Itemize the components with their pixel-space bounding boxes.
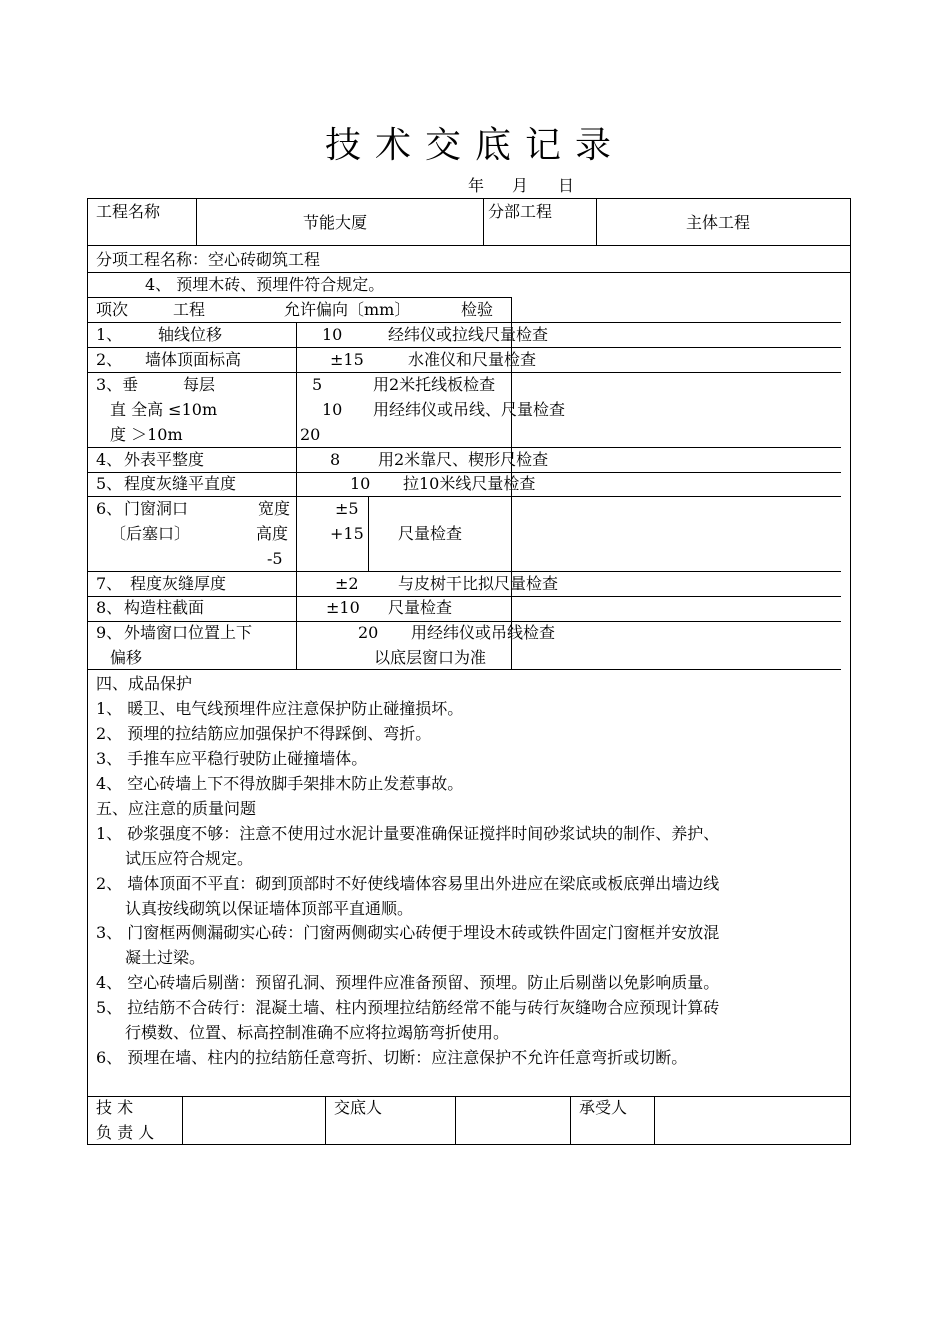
header-col-divider	[196, 198, 197, 245]
tolerance-row-line	[87, 347, 841, 348]
row-7-method: 与皮树干比拟尺量检查	[398, 574, 559, 593]
quality-item-line: 5、 拉结筋不合砖行：混凝土墙、柱内预埋拉结筋经常不能与砖行灰缝吻合应预现计算砖	[96, 998, 720, 1017]
tech-lead-label: 技 术	[96, 1098, 134, 1117]
row-6-width-label: 宽度	[258, 499, 291, 518]
division-value: 主体工程	[686, 213, 751, 232]
tolerance-bottom-line	[87, 669, 841, 670]
protection-item: 3、 手推车应平稳行驶防止碰撞墙体。	[96, 749, 368, 768]
item-4-text: 4、 预埋木砖、预埋件符合规定。	[145, 275, 385, 294]
row-3-sub-total-high: 度 ＞10m	[110, 425, 183, 444]
quality-item-line: 4、 空心砖墙后剔凿：预留孔洞、预埋件应准备预留、预埋。防止后剔凿以免影响质量。	[96, 973, 720, 992]
row-6-width-value: ±5	[335, 499, 359, 518]
page-title: 技术交底记录	[324, 125, 625, 166]
row-4-value: 8	[330, 450, 341, 469]
row-6-height-value: +15	[330, 524, 364, 543]
footer-col-divider	[455, 1096, 456, 1145]
tolerance-row-line	[87, 472, 841, 473]
row-2-no: 2、	[96, 350, 123, 369]
quality-item-line: 试压应符合规定。	[125, 849, 254, 868]
row-7-no: 7、	[96, 574, 123, 593]
row-6-height-value-2: -5	[267, 549, 283, 568]
handover-label: 交底人	[334, 1098, 383, 1117]
row-9-method: 用经纬仪或吊线检查	[411, 623, 556, 642]
row-8-method: 尺量检查	[388, 598, 453, 617]
project-name-label: 工程名称	[96, 202, 161, 221]
date-day: 日	[558, 176, 575, 195]
tolerance-row-line	[87, 372, 841, 373]
row-5-no: 5、	[96, 474, 123, 493]
subitem-name: 分项工程名称：空心砖砌筑工程	[96, 250, 321, 269]
row-3-sub-per-floor: 每层	[183, 375, 216, 394]
tolerance-row-line	[87, 496, 841, 497]
footer-col-divider	[182, 1096, 183, 1145]
row-2-method: 水准仪和尺量检查	[408, 350, 537, 369]
row-5-item: 程度灰缝平直度	[124, 474, 237, 493]
row-1-method: 经纬仪或拉线尺量检查	[388, 325, 549, 344]
col-header-item: 工程	[173, 300, 206, 319]
row-6-item: 门窗洞口	[124, 499, 189, 518]
footer-col-divider	[325, 1096, 326, 1145]
row-1-value: 10	[322, 325, 343, 344]
row-5-method: 拉10米线尺量检查	[403, 474, 536, 493]
row-6-method: 尺量检查	[398, 524, 463, 543]
quality-item-line: 1、 砂浆强度不够：注意不使用过水泥计量要准确保证搅拌时间砂浆试块的制作、养护、	[96, 824, 720, 843]
protection-item: 1、 暖卫、电气线预埋件应注意保护防止碰撞损坏。	[96, 699, 464, 718]
row-8-value: ±10	[326, 598, 360, 617]
quality-item-line: 行模数、位置、标高控制准确不应将拉竭筋弯折使用。	[125, 1023, 510, 1042]
receiver-label: 承受人	[579, 1098, 628, 1117]
protection-item: 4、 空心砖墙上下不得放脚手架排木防止发惹事故。	[96, 774, 464, 793]
quality-item-line: 6、 预埋在墙、柱内的拉结筋任意弯折、切断：应注意保护不允许任意弯折或切断。	[96, 1048, 688, 1067]
row-3-value-2: 10	[322, 400, 343, 419]
row-3-sub-total-low: 直 全高 ≤10m	[110, 400, 218, 419]
tolerance-row-line	[87, 447, 841, 448]
row-7-value: ±2	[335, 574, 359, 593]
row-9-value: 20	[358, 623, 379, 642]
row-8-item: 构造柱截面	[124, 598, 205, 617]
tolerance-row-line	[87, 621, 841, 622]
quality-heading: 五、应注意的质量问题	[96, 799, 257, 818]
row-9-item-sub: 偏移	[110, 648, 143, 667]
quality-item-line: 3、 门窗框两侧漏砌实心砖：门窗两侧砌实心砖便于埋设木砖或铁件固定门窗框并安放混	[96, 923, 720, 942]
tolerance-top-line	[87, 297, 511, 298]
header-col-divider	[483, 198, 484, 245]
row-4-method: 用2米靠尺、楔形尺检查	[378, 450, 549, 469]
row-6-no: 6、	[96, 499, 123, 518]
tolerance-row-line	[87, 596, 841, 597]
quality-item-line: 凝土过梁。	[125, 948, 206, 967]
row-9-item: 外墙窗口位置上下	[124, 623, 253, 642]
header-row-divider	[87, 245, 851, 246]
row-3-no: 3、垂	[96, 375, 139, 394]
row-6-item-sub: 〔后塞口〕	[110, 524, 191, 543]
row-9-method-note: 以底层窗口为准	[374, 648, 487, 667]
row-8-no: 8、	[96, 598, 123, 617]
col-header-tolerance: 允许偏向〔mm〕	[284, 300, 411, 319]
row-3-value-1: 5	[312, 375, 323, 394]
subitem-divider	[87, 272, 851, 273]
quality-item-line: 2、 墙体顶面不平直：砌到顶部时不好使线墙体容易里出外进应在梁底或板底弹出墙边线	[96, 874, 720, 893]
row-9-no: 9、	[96, 623, 123, 642]
protection-item: 2、 预埋的拉结筋应加强保护不得踩倒、弯折。	[96, 724, 432, 743]
tolerance-row-line	[87, 571, 841, 572]
header-col-divider	[596, 198, 597, 245]
row-7-item: 程度灰缝厚度	[130, 574, 227, 593]
row-2-value: ±15	[330, 350, 364, 369]
footer-divider	[87, 1096, 851, 1097]
row-3-value-3: 20	[300, 425, 321, 444]
row-3-method-2: 用经纬仪或吊线、尺量检查	[373, 400, 566, 419]
footer-col-divider	[570, 1096, 571, 1145]
quality-item-line: 认真按线砌筑以保证墙体顶部平直通顺。	[125, 899, 414, 918]
row-4-no: 4、	[96, 450, 123, 469]
row-6-height-label: 高度	[256, 524, 289, 543]
tolerance-col-divider	[368, 496, 369, 571]
row-3-method-1: 用2米托线板检查	[373, 375, 496, 394]
date-year: 年	[468, 176, 485, 195]
row-1-item: 轴线位移	[158, 325, 223, 344]
project-name-value: 节能大厦	[303, 213, 368, 232]
tolerance-col-divider	[296, 322, 297, 669]
col-header-inspection: 检验	[461, 300, 494, 319]
footer-col-divider	[654, 1096, 655, 1145]
tech-lead-label-2: 负 责 人	[96, 1123, 155, 1142]
row-5-value: 10	[350, 474, 371, 493]
date-month: 月	[512, 176, 529, 195]
row-4-item: 外表平整度	[124, 450, 205, 469]
row-1-no: 1、	[96, 325, 123, 344]
col-header-index: 项次	[96, 300, 129, 319]
row-2-item: 墙体顶面标高	[145, 350, 242, 369]
division-label: 分部工程	[488, 202, 553, 221]
tolerance-header-line	[87, 322, 841, 323]
protection-heading: 四、成品保护	[96, 674, 193, 693]
